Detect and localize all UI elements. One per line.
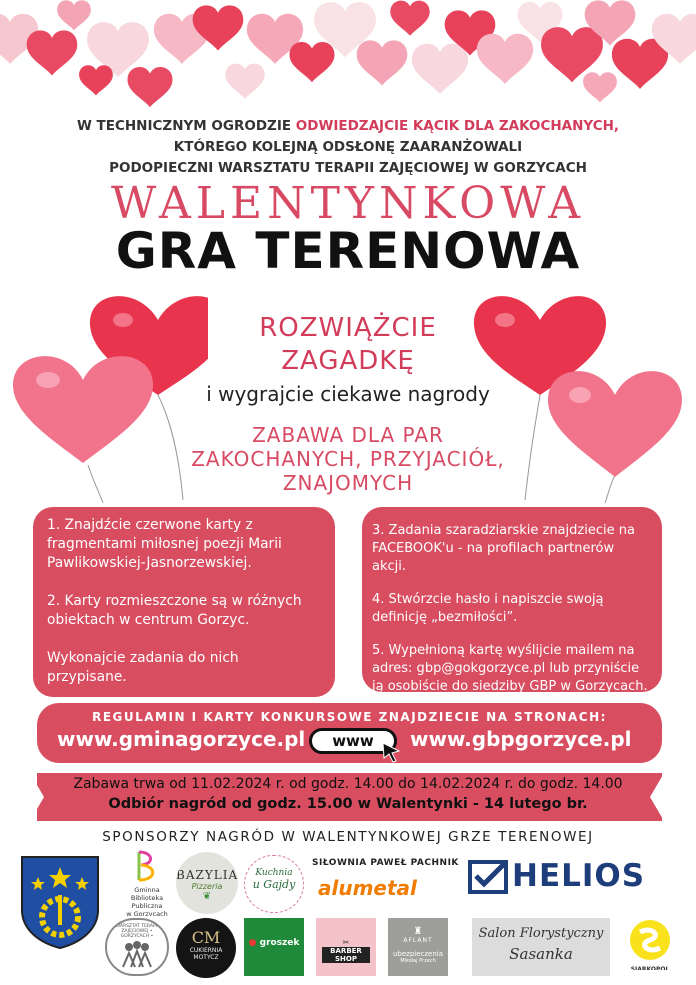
alumetal-logo: alumetal xyxy=(318,876,417,900)
wtz-text: WARSZTAT TERAPII ZAJĘCIOWEJ • GORZYCACH • xyxy=(115,924,159,939)
regulamin-box xyxy=(37,703,662,763)
title-walentynkowa: WALENTYNKOWA xyxy=(110,178,586,229)
fun-line1: ZABAWA DLA PAR xyxy=(252,423,444,447)
sasanka-logo xyxy=(472,918,610,976)
intro-line2: KTÓREGO KOLEJNĄ ODSŁONĘ ZAARANŻOWALI xyxy=(173,139,523,155)
rule-3: 3. Zadania szaradziarskie znajdziecie na FACEBOOK'u - na profilach partnerów akcji. xyxy=(372,523,635,574)
groszek-dot-icon: ● xyxy=(248,938,260,948)
bazylia-name: BAZYLIA xyxy=(176,868,238,882)
barber-logo xyxy=(316,918,376,976)
leaf-icon: ❦ xyxy=(202,891,212,902)
ubezp-line2: Mikołaj Przech xyxy=(400,958,436,964)
ubezp-line1: ubezpieczenia xyxy=(392,950,444,958)
rule-4: 4. Stwórzcie hasło i napiszcie swoją definicję „bezmiłości”. xyxy=(372,592,604,625)
kuchnia-line1: Kuchnia xyxy=(255,868,293,878)
scissors-icon: ✂ xyxy=(342,938,350,947)
library-logo xyxy=(118,848,176,916)
rule-2: 2. Karty rozmieszczone są w różnych obiektach w centrum Gorzyc. xyxy=(47,593,302,628)
helios-logo: HELIOS xyxy=(512,858,646,894)
intro-line3: PODOPIECZNI WARSZTATU TERAPII ZAJĘCIOWEJ W GORZYCACH xyxy=(109,160,587,176)
sponsors-title: SPONSORZY NAGRÓD W WALENTYNKOWEJ GRZE TERENOWEJ xyxy=(102,829,594,845)
groszek-label: groszek xyxy=(259,938,300,948)
people-icon xyxy=(120,939,154,969)
barber-line1: BARBER xyxy=(330,947,362,955)
prizes-text: i wygrajcie ciekawe nagrody xyxy=(206,382,490,406)
intro-line1-a: W TECHNICZNYM OGRODZIE xyxy=(76,118,296,134)
helios-check-icon xyxy=(468,860,508,894)
audience-text xyxy=(150,423,546,495)
cukiernia-line2: MOTYCZ xyxy=(193,954,219,961)
library-line3: w Gorzycach xyxy=(126,910,168,916)
dates-line1: Zabawa trwa od 11.02.2024 r. od godz. 14.00 do 14.02.2024 r. do godz. 14.00 xyxy=(73,776,623,792)
hearts-decoration-top xyxy=(0,0,696,110)
library-line1: Gminna Biblioteka xyxy=(130,886,164,902)
rules-box-right xyxy=(362,507,662,692)
aflant-name: AFLANT xyxy=(403,937,433,944)
silownia-logo: SIŁOWNIA PAWEŁ PACHNIK xyxy=(312,858,459,868)
www-icon: www xyxy=(309,728,397,754)
groszek-name xyxy=(244,938,304,948)
rule-2b: Wykonajcie zadania do nich przypisane. xyxy=(47,650,239,685)
groszek-logo xyxy=(244,918,304,976)
siarkopol-logo xyxy=(622,918,678,970)
barber-label xyxy=(322,947,370,963)
rozw-line2: ZAGADKĘ xyxy=(281,346,415,376)
fun-line2: ZAKOCHANYCH, PRZYJACIÓŁ, xyxy=(191,447,505,471)
intro-text xyxy=(0,116,696,179)
kuchnia-line2: u Gajdy xyxy=(252,878,296,891)
wtz-logo xyxy=(105,918,169,976)
regulamin-title: REGULAMIN I KARTY KONKURSOWE ZNAJDZIECIE NA STRONACH: xyxy=(92,710,607,724)
cursor-icon xyxy=(381,741,403,763)
library-line2: Publiczna xyxy=(131,902,163,910)
aflant-emblem-icon: ♜ xyxy=(413,926,423,937)
gorzyce-coat-of-arms-icon xyxy=(20,855,100,950)
title-gra-terenowa: GRA TERENOWA xyxy=(115,222,581,280)
fun-line3: ZNAJOMYCH xyxy=(282,471,414,495)
aflant-logo xyxy=(388,918,448,976)
salon-line2: Sasanka xyxy=(509,945,573,963)
salon-line1: Salon Florystyczny xyxy=(478,926,604,941)
headline-solve-puzzle xyxy=(170,312,526,378)
rozw-line1: ROZWIĄŻCIE xyxy=(259,313,437,343)
rule-5: 5. Wypełnioną kartę wyślijcie mailem na adres: gbp@gokgorzyce.pl lub przyniście ją osobiście do siedziby GBP w Gorzycach. xyxy=(372,643,648,694)
bazylia-sub: Pizzeria xyxy=(191,882,223,891)
bazylia-logo xyxy=(176,852,238,914)
intro-line1-b: ODWIEDZAJCIE KĄCIK DLA ZAKOCHANYCH, xyxy=(295,118,620,134)
cukiernia-line1: CUKIERNIA xyxy=(189,947,223,954)
barber-line2: SHOP xyxy=(335,955,357,963)
cm-monogram: CM xyxy=(191,928,221,947)
rules-box-left xyxy=(33,507,335,697)
rule-1: 1. Znajdźcie czerwone karty z fragmentami miłosnej poezji Marii Pawlikowskiej-Jasnorzewskiej. xyxy=(47,517,282,571)
dates-line2: Odbiór nagród od godz. 15.00 w Walentynki - 14 lutego br. xyxy=(108,796,588,812)
url-gbpgorzyce[interactable]: www.gbpgorzyce.pl xyxy=(410,727,632,751)
kuchnia-logo xyxy=(244,855,304,913)
siarkopol-name: SIARKOPOL xyxy=(630,966,670,970)
cukiernia-logo xyxy=(176,918,236,978)
siarkopol-icon xyxy=(622,918,678,962)
library-b-icon xyxy=(129,848,165,884)
url-gminagorzyce[interactable]: www.gminagorzyce.pl xyxy=(57,727,306,751)
